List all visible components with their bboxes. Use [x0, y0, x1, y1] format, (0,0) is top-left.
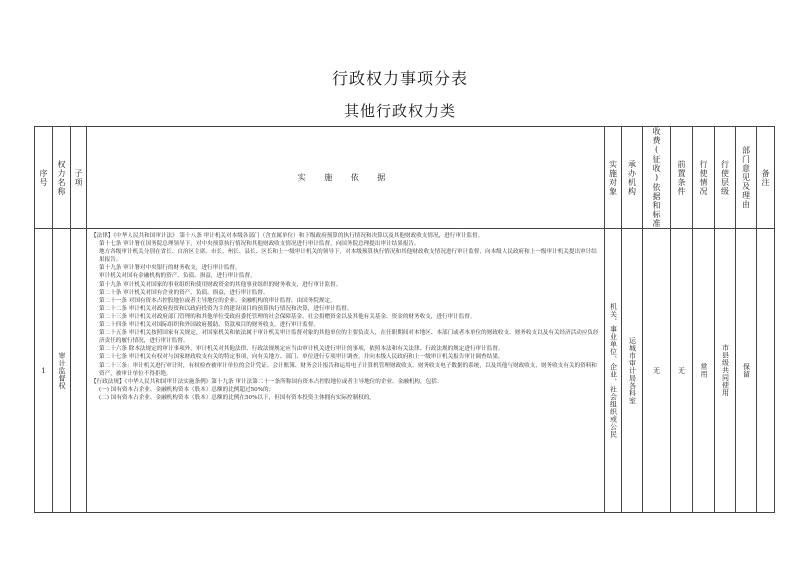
- basis-line: 第二十六条 除本法规定的审计事项外，审计机关对其他法律、行政法规规定应当由审计机关进行审计的事项，依照本法和有关法律、行政法规的规定进行审计监督。: [99, 346, 504, 353]
- basis-line: 第二十四条 审计机关对国际组织和外国政府援助、贷款项目的财务收支，进行审计监督。: [99, 322, 319, 329]
- basis-line: 第十九条 审计署对中央银行的财务收支，进行审计监督。: [99, 265, 241, 272]
- basis-line: 第二十条 审计机关对国有企业的资产、负债、损益，进行审计监督。: [99, 289, 269, 296]
- basis-line: 第二十五条 审计机关按照国家有关规定，对国家机关和依法属于审计机关审计监督对象的其他单位的主要负责人，在任职期间对本地区、本部门或者本单位的财政收支、财务收支以及有关经济活动应负经济责任的履行情况，进行审计监督。: [99, 330, 599, 345]
- header-basis: 实 施 依 据: [87, 127, 605, 229]
- cell-note: [757, 229, 775, 513]
- cell-exercise-level: 市县级共同使用: [715, 229, 736, 513]
- basis-line: 【法律】《中华人民共和国审计法》 第十八条 审计机关对本级各部门（含直属单位）和下级政府预算的执行情况和决算以及其他财政收支情况，进行审计监督。: [91, 233, 484, 239]
- table-header-row: [35, 127, 775, 229]
- power-items-table: [34, 126, 775, 513]
- header-seq: 序号: [35, 127, 53, 229]
- header-subitem: 子项: [71, 127, 87, 229]
- header-exercise-status: 行使情况: [693, 127, 715, 229]
- cell-basis: [87, 229, 605, 513]
- cell-target: 机关、事业单位、企业、社会组织或公民: [605, 229, 622, 513]
- cell-subitem: [71, 229, 87, 513]
- cell-precondition: 无: [671, 229, 693, 513]
- cell-power-name: 审计监督权: [53, 229, 71, 513]
- basis-line: 审计机关对国有金融机构的资产、负债、损益，进行审计监督。: [99, 273, 256, 280]
- header-power-name: 权力名称: [53, 127, 71, 229]
- cell-dept-opinion: 保留: [736, 229, 757, 513]
- basis-line: 第二十一条 对国有资本占控股地位或者主导地位的企业、金融机构的审计监督，由国务院规定。: [99, 297, 336, 304]
- basis-line: 【行政法规】《中华人民共和国审计法实施条例》第十九条 审计法第二十一条所称国有资本占控股地位或者主导地位的企业、金融机构，包括：: [91, 378, 443, 385]
- basis-line: 第二十七条 审计机关有权对与国家财政收支有关的特定事项，向有关地方、部门、单位进行专项审计调查，并向本级人民政府和上一级审计机关报告审计调查结果。: [99, 354, 504, 361]
- header-note: 备注: [757, 127, 775, 229]
- page-title: 行政权力事项分表: [331, 69, 468, 88]
- basis-line: 第二十二条 审计机关对政府投资和以政府投资为主的建设项目的预算执行情况和决算，进行审计监督。: [99, 305, 353, 312]
- cell-exercise-status: 常用: [693, 229, 715, 513]
- header-fee-basis: 收费(征收)依据和标准: [643, 127, 671, 229]
- basis-line: 第十九条 审计机关对国家的事业组织和使用财政资金的其他事业组织的财务收支，进行审计监督。: [99, 281, 342, 288]
- table-row: [35, 229, 775, 513]
- header-precondition: 前置条件: [671, 127, 693, 229]
- header-organization: 承办机构: [622, 127, 643, 229]
- cell-seq: 1: [35, 229, 53, 513]
- basis-line: (一) 国有资本占企业、金融机构资本（股本）总额的比例超过50%的；: [99, 386, 275, 393]
- cell-organization: 运城市审计局各科室: [622, 229, 643, 513]
- basis-line: 第十七条 审计署在国务院总理领导下，对中央预算执行情况和其他财政收支情况进行审计监督，向国务院总理提出审计结果报告。: [99, 241, 420, 248]
- basis-line: 地方各级审计机关分别在省长、自治区主席、市长、州长、县长、区长和上一级审计机关的领导下，对本级预算执行情况和其他财政收支情况进行审计监督，向本级人民政府和上一级审计机关提出审计结果报告。: [99, 249, 597, 264]
- header-target: 实施对象: [605, 127, 622, 229]
- basis-line: (二) 国有资本占企业、金融机构资本（股本）总额的比例在50%以下，但国有资本投资主体拥有实际控制权的。: [99, 394, 375, 401]
- page-subtitle: 其他行政权力类: [343, 102, 456, 120]
- header-exercise-level: 行使层级: [715, 127, 736, 229]
- basis-line: 第二十三条 审计机关对政府部门管理的和其他单位受政府委托管理的社会保障基金、社会捐赠资金以及其他有关基金、资金的财务收支，进行审计监督。: [99, 313, 476, 320]
- header-dept-opinion: 部门意见及理由: [736, 127, 757, 229]
- cell-fee-basis: 无: [643, 229, 671, 513]
- basis-line: 第二十三条：审计机关进行审计时，有权检查被审计单位的会计凭证、会计账簿、财务会计报告和运用电子计算机管理财政收支、财务收支电子数据的系统，以及其他与财政收支、财务收支有关的资料和资产，被审计单位不得拒绝。: [99, 362, 597, 377]
